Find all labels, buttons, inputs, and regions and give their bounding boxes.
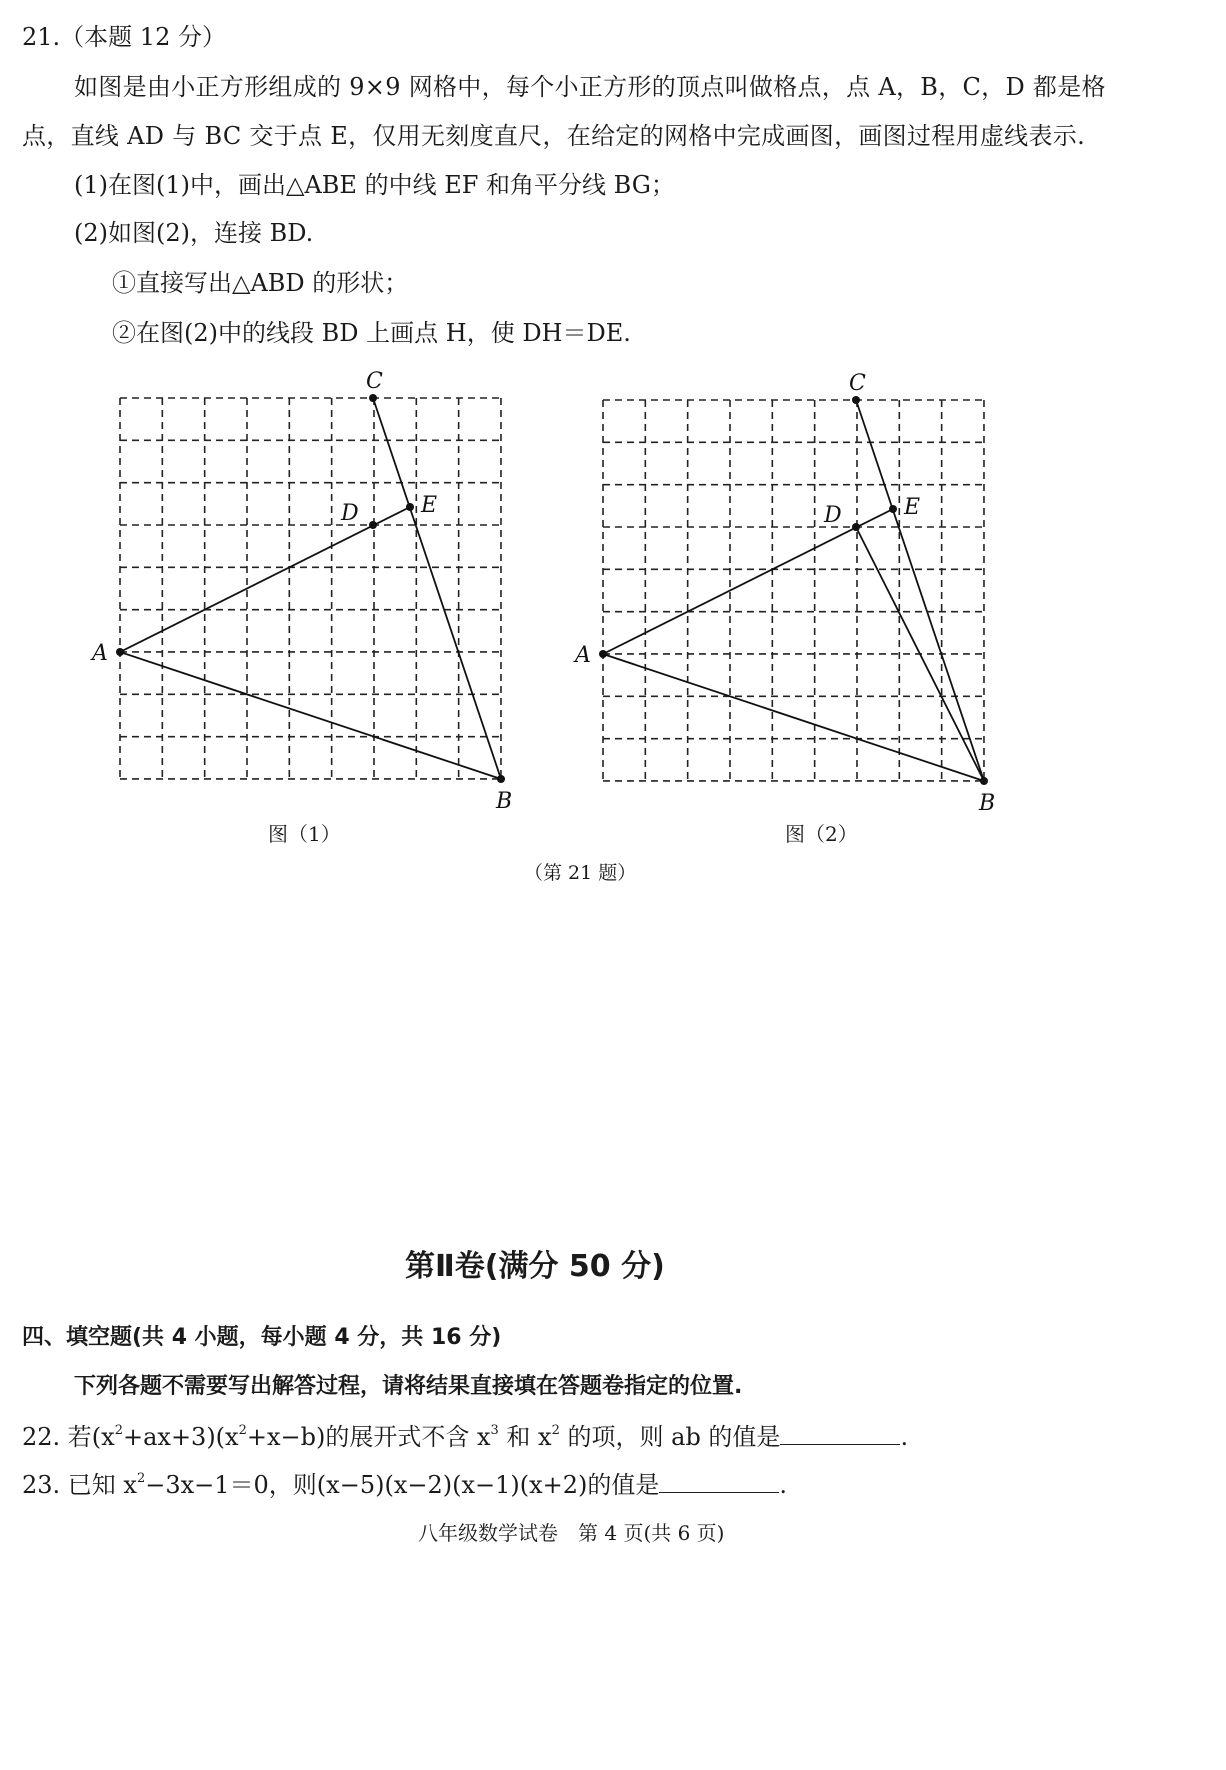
label-B: B bbox=[496, 789, 513, 814]
label-E: E bbox=[421, 493, 438, 518]
q21-part2-b: ②在图(2)中的线段 BD 上画点 H，使 DH＝DE. bbox=[112, 319, 631, 347]
q23-exp: 2 bbox=[136, 1471, 146, 1486]
label-A: A bbox=[575, 643, 591, 668]
q22-exp-b: 2 bbox=[238, 1423, 247, 1438]
q22-exp-d: 2 bbox=[551, 1423, 560, 1438]
label-C: C bbox=[366, 370, 383, 394]
q21-part2-a: ①直接写出△ABD 的形状； bbox=[112, 269, 409, 297]
point-C bbox=[852, 396, 860, 404]
point-A bbox=[116, 648, 124, 656]
q23-answer-blank[interactable] bbox=[659, 1468, 779, 1493]
figure-2-grid bbox=[573, 372, 1053, 842]
segment-CB bbox=[856, 400, 984, 781]
q22-t2: +x−b)的展开式不含 x bbox=[246, 1423, 491, 1451]
label-B: B bbox=[979, 791, 996, 816]
q22-exp-c: 3 bbox=[490, 1423, 499, 1438]
point-A bbox=[599, 650, 607, 658]
point-B bbox=[497, 775, 505, 783]
label-E: E bbox=[904, 495, 921, 520]
q21-intro-line1: 如图是由小正方形组成的 9×9 网格中，每个小正方形的顶点叫做格点，点 A，B，C，D 都是格 bbox=[74, 73, 1106, 101]
q22-answer-blank[interactable] bbox=[780, 1420, 900, 1445]
point-E bbox=[889, 505, 897, 513]
point-B bbox=[980, 777, 988, 785]
page-footer: 八年级数学试卷 第 4 页(共 6 页) bbox=[418, 1521, 725, 1545]
q21-header: 21.（本题 12 分） bbox=[22, 23, 226, 51]
q23-prefix: 23. 已知 x bbox=[22, 1471, 137, 1499]
question-22 bbox=[22, 1420, 908, 1452]
label-D: D bbox=[824, 503, 842, 528]
label-C: C bbox=[849, 372, 866, 396]
segment-AB bbox=[603, 654, 984, 781]
figure-1-caption: 图（1） bbox=[268, 822, 341, 846]
point-C bbox=[369, 394, 377, 402]
segment-CB bbox=[373, 398, 501, 779]
section-title: 第Ⅱ卷(满分 50 分) bbox=[405, 1249, 665, 1284]
q22-exp-a: 2 bbox=[114, 1423, 123, 1438]
point-D bbox=[852, 523, 860, 531]
figure-1-grid bbox=[90, 370, 570, 840]
part4-heading: 四、填空题(共 4 小题，每小题 4 分，共 16 分) bbox=[22, 1325, 502, 1350]
q22-prefix: 22. 若(x bbox=[22, 1423, 115, 1451]
point-E bbox=[406, 503, 414, 511]
label-D: D bbox=[341, 501, 359, 526]
q22-end: . bbox=[900, 1423, 909, 1451]
q22-t3: 和 x bbox=[498, 1423, 552, 1451]
question-23 bbox=[22, 1468, 787, 1500]
figure-2-caption: 图（2） bbox=[785, 822, 858, 846]
q23-rest: −3x−1＝0，则(x−5)(x−2)(x−1)(x+2)的值是 bbox=[145, 1471, 660, 1499]
segment-AE bbox=[603, 509, 893, 654]
q22-t1: +ax+3)(x bbox=[122, 1423, 239, 1451]
q21-part1: (1)在图(1)中，画出△ABE 的中线 EF 和角平分线 BG； bbox=[74, 171, 675, 199]
q22-t4: 的项，则 ab 的值是 bbox=[559, 1423, 781, 1451]
point-D bbox=[369, 521, 377, 529]
figure-group-caption: （第 21 题） bbox=[524, 862, 637, 884]
q21-part2: (2)如图(2)，连接 BD. bbox=[74, 219, 314, 247]
segment-AE bbox=[120, 507, 410, 652]
part4-instruction: 下列各题不需要写出解答过程，请将结果直接填在答题卷指定的位置. bbox=[74, 1374, 743, 1399]
label-A: A bbox=[92, 641, 108, 666]
q21-intro-line2: 点，直线 AD 与 BC 交于点 E，仅用无刻度直尺，在给定的网格中完成画图，画图过程用虚线表示. bbox=[22, 122, 1086, 150]
segment-AB bbox=[120, 652, 501, 779]
q23-end: . bbox=[779, 1471, 788, 1499]
